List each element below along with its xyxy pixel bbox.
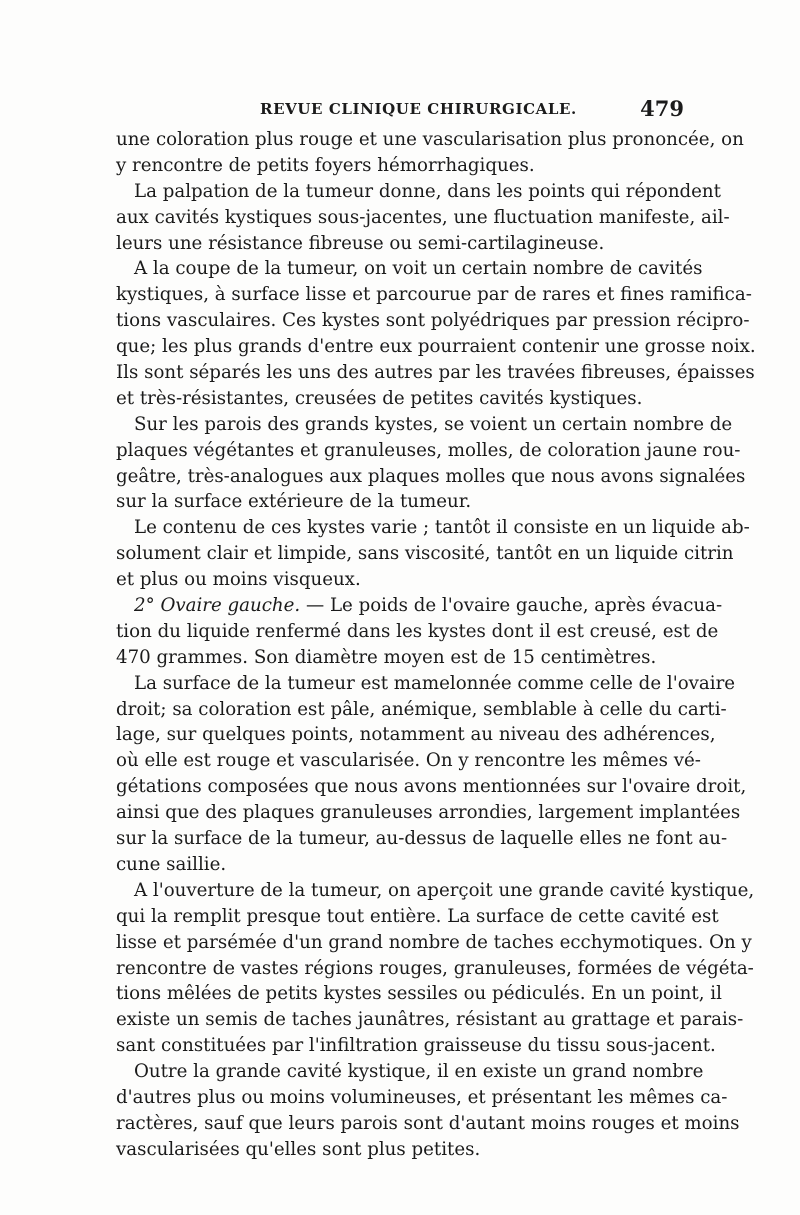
text-line: où elle est rouge et vascularisée. On y rencontre les mêmes vé- (116, 750, 701, 772)
text-line: rencontre de vastes régions rouges, granuleuses, formées de végéta- (116, 957, 754, 979)
text-line: tion du liquide renfermé dans les kystes dont il est creusé, est de (116, 620, 719, 642)
text-line: aux cavités kystiques sous-jacentes, une fluctuation manifeste, ail- (116, 206, 730, 228)
text-line: Outre la grande cavité kystique, il en existe un grand nombre (134, 1061, 704, 1083)
running-title: REVUE CLINIQUE CHIRURGICALE. (260, 100, 577, 118)
text-line: ractères, sauf que leurs parois sont d'autant moins rouges et moins (116, 1112, 740, 1134)
text-line: solument clair et limpide, sans viscosité, tantôt en un liquide citrin (116, 543, 734, 565)
text-line: tions mêlées de petits kystes sessiles ou pédiculés. En un point, il (116, 983, 722, 1005)
text-line: d'autres plus ou moins volumineuses, et présentant les mêmes ca- (116, 1086, 728, 1108)
text-line: lage, sur quelques points, notamment au niveau des adhérences, (116, 724, 716, 746)
text-line: existe un semis de taches jaunâtres, résistant au grattage et parais- (116, 1009, 744, 1031)
text-line: Sur les parois des grands kystes, se voient un certain nombre de (134, 413, 733, 435)
text-line: cune saillie. (116, 853, 227, 875)
text-line: sur la surface extérieure de la tumeur. (116, 491, 472, 513)
text-line: sant constituées par l'infiltration graisseuse du tissu sous-jacent. (116, 1035, 716, 1057)
text-line: sur la surface de la tumeur, au-dessus de laquelle elles ne font au- (116, 828, 728, 850)
text-line: et très-résistantes, creusées de petites cavités kystiques. (116, 387, 643, 409)
text-line: Le contenu de ces kystes varie ; tantôt il consiste en un liquide ab- (134, 517, 750, 539)
text-line: La palpation de la tumeur donne, dans les points qui répondent (134, 180, 721, 202)
text-line: La surface de la tumeur est mamelonnée comme celle de l'ovaire (134, 672, 736, 694)
text-line: 470 grammes. Son diamètre moyen est de 15 centimètres. (116, 646, 657, 668)
text-line: et plus ou moins visqueux. (116, 569, 361, 591)
text-line: que; les plus grands d'entre eux pourraient contenir une grosse noix. (116, 336, 756, 358)
page-number: 479 (640, 96, 684, 121)
text-line: kystiques, à surface lisse et parcourue par de rares et fines ramifica- (116, 284, 752, 306)
text-line: lisse et parsémée d'un grand nombre de taches ecchymotiques. On y (116, 931, 752, 953)
text-line: droit; sa coloration est pâle, anémique, semblable à celle du carti- (116, 698, 727, 720)
text-line: une coloration plus rouge et une vascularisation plus prononcée, on (116, 129, 744, 150)
text-line: qui la remplit presque tout entière. La surface de cette cavité est (116, 905, 719, 927)
text-line: plaques végétantes et granuleuses, molles, de coloration jaune rou- (116, 439, 741, 461)
section-heading-continuation: — Le poids de l'ovaire gauche, après évacua- (305, 595, 723, 617)
text-line: leurs une résistance fibreuse ou semi-cartilagineuse. (116, 232, 605, 254)
text-line: A la coupe de la tumeur, on voit un certain nombre de cavités (134, 258, 703, 280)
text-line: ainsi que des plaques granuleuses arrondies, largement implantées (116, 802, 741, 824)
running-head (116, 98, 684, 124)
text-line: A l'ouverture de la tumeur, on aperçoit une grande cavité kystique, (134, 879, 755, 901)
text-line: gétations composées que nous avons mentionnées sur l'ovaire droit, (116, 776, 747, 798)
text-line: tions vasculaires. Ces kystes sont polyédriques par pression récipro- (116, 310, 750, 332)
section-heading-line (116, 593, 723, 619)
text-line: vascularisées qu'elles sont plus petites. (116, 1138, 481, 1160)
body-text (116, 127, 756, 1163)
text-line: y rencontre de petits foyers hémorrhagiques. (116, 154, 535, 176)
text-line: Ils sont séparés les uns des autres par les travées fibreuses, épaisses (116, 362, 755, 384)
section-heading: 2° Ovaire gauche. (134, 595, 301, 617)
text-line: geâtre, très-analogues aux plaques molles que nous avons signalées (116, 465, 746, 487)
